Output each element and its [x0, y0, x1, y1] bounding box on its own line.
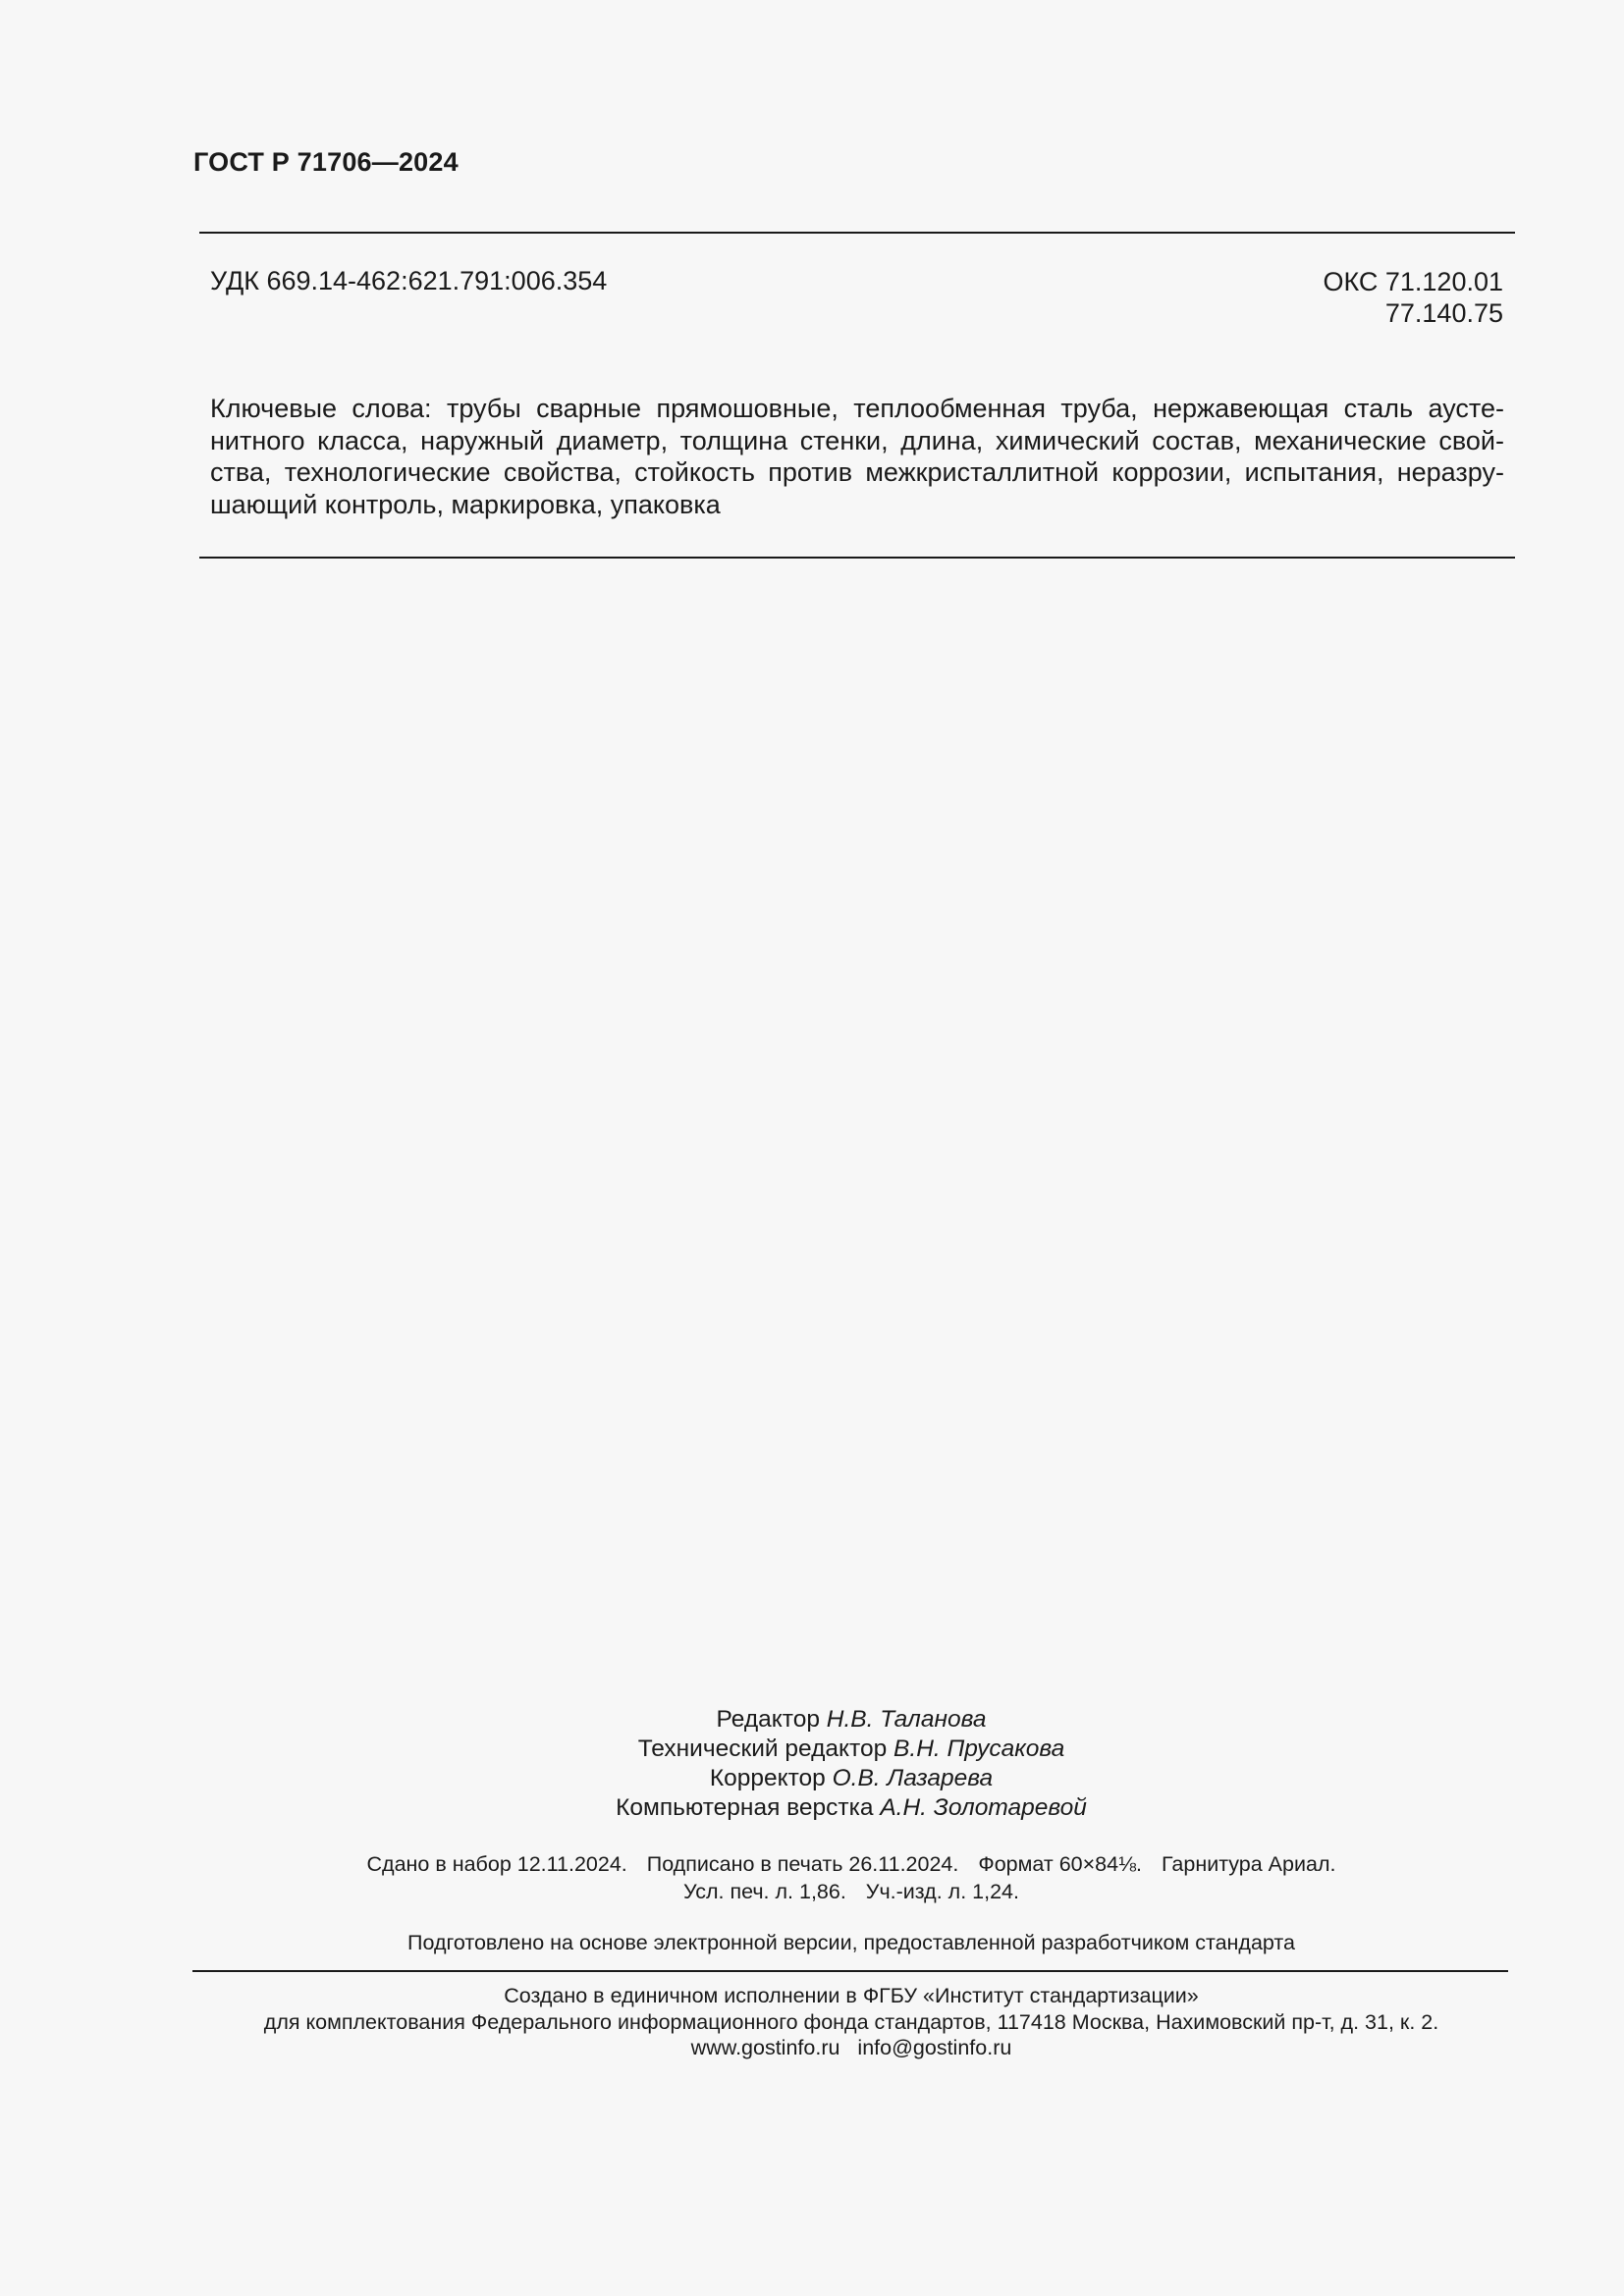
- credit-proofreader: [0, 1764, 1624, 1793]
- oks-codes: [1323, 266, 1503, 329]
- print-info-line-2: [0, 1879, 1624, 1906]
- credit-name: В.Н. Прусакова: [893, 1735, 1065, 1762]
- print-info-line-1: [0, 1851, 1624, 1879]
- contacts-line: [0, 2035, 1624, 2061]
- email-link[interactable]: info@gostinfo.ru: [857, 2036, 1012, 2059]
- top-divider: [199, 232, 1515, 234]
- keywords-divider: [199, 557, 1515, 559]
- submitted-date: Сдано в набор 12.11.2024.: [366, 1852, 627, 1876]
- credit-name: А.Н. Золотаревой: [880, 1794, 1087, 1821]
- signed-date: Подписано в печать 26.11.2024.: [646, 1852, 959, 1876]
- created-line: Создано в единичном исполнении в ФГБУ «Институт стандартизации»: [504, 1984, 1199, 2007]
- footer-block: [0, 1983, 1624, 2061]
- credits-block: [0, 1705, 1624, 1823]
- keywords-paragraph: Ключевые слова: трубы сварные прямошовные, теплообменная труба, нержавеющая сталь аустенитного класса, наружный диаметр, толщина стенки, длина, химический состав, механические свойства, технологические свойства, стойкость против межкристаллитной коррозии, испытания, неразрушающий контроль, маркировка, упаковка: [210, 394, 1504, 519]
- credit-editor: [0, 1705, 1624, 1735]
- purpose-line: для комплектования Федерального информационного фонда стандартов, 117418 Москва, Нахимовский пр-т, д. 31, к. 2.: [263, 2009, 1439, 2034]
- credit-role: Технический редактор: [637, 1735, 888, 1762]
- credit-name: Н.В. Таланова: [826, 1706, 987, 1733]
- website-link[interactable]: www.gostinfo.ru: [690, 2036, 840, 2059]
- credit-role: Редактор: [716, 1706, 820, 1733]
- typeface: Гарнитура Ариал.: [1161, 1852, 1336, 1876]
- print-sheets: Усл. печ. л. 1,86.: [683, 1879, 846, 1903]
- oks-code-1: ОКС 71.120.01: [1323, 267, 1503, 296]
- credit-role: Компьютерная верстка: [616, 1794, 874, 1821]
- document-header: ГОСТ Р 71706—2024: [193, 147, 459, 177]
- credit-name: О.В. Лазарева: [832, 1765, 994, 1791]
- oks-code-2: 77.140.75: [1384, 298, 1503, 328]
- credit-layout: [0, 1793, 1624, 1823]
- print-info: [0, 1851, 1624, 1905]
- udk-code: УДК 669.14-462:621.791:006.354: [210, 266, 608, 295]
- credit-technical-editor: [0, 1735, 1624, 1764]
- prepared-note: Подготовлено на основе электронной версии, предоставленной разработчиком стандарта: [407, 1931, 1295, 1954]
- footer-divider: [192, 1970, 1508, 1972]
- paper-format: Формат 60×84⅛.: [978, 1852, 1142, 1876]
- credit-role: Корректор: [709, 1765, 826, 1791]
- publisher-sheets: Уч.-изд. л. 1,24.: [865, 1879, 1019, 1903]
